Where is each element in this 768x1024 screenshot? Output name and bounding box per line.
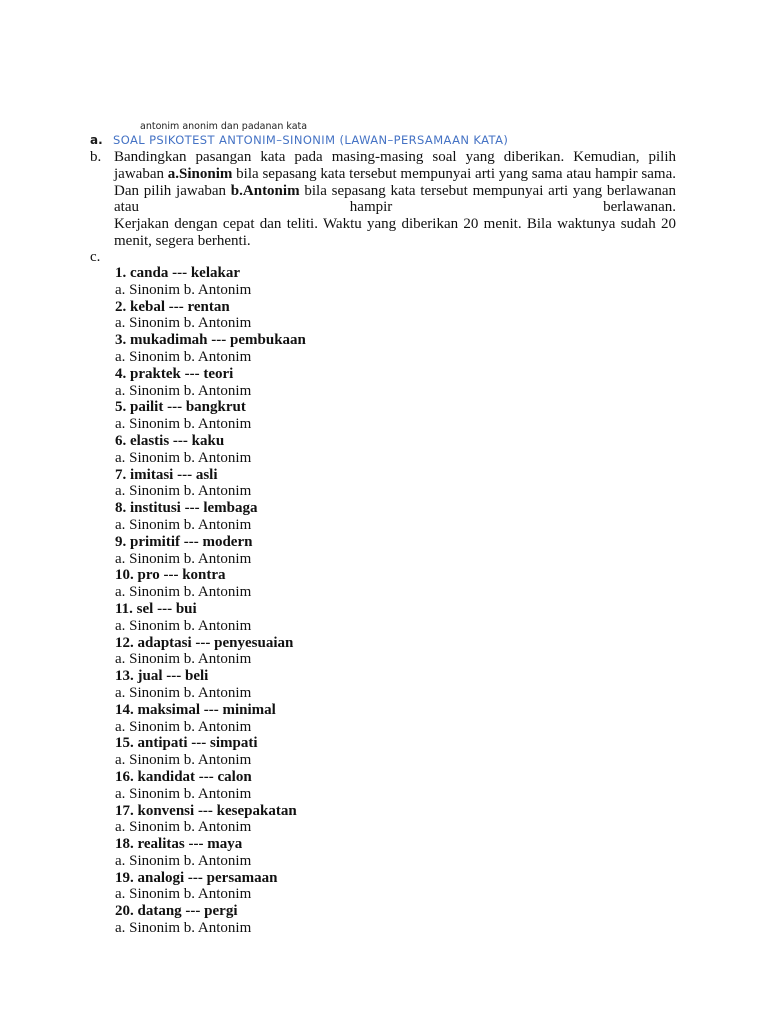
instructions-antonim-bold: b.Antonim: [230, 182, 300, 199]
instructions-list-marker: b.: [90, 149, 102, 165]
question-options: a. Sinonim b. Antonim: [115, 348, 252, 365]
instructions-body: [114, 149, 676, 250]
question-item: [115, 870, 675, 904]
question-title: 7. imitasi --- asli: [115, 466, 218, 483]
question-title: 18. realitas --- maya: [115, 836, 243, 853]
question-item: [115, 635, 675, 669]
page-caption: antonim anonim dan padanan kata: [140, 121, 308, 132]
question-item: [115, 903, 675, 937]
instructions-text-1: Bandingkan pasangan kata pada masing-masing soal yang diberikan. Kemudian, pilih jawaban: [114, 149, 676, 182]
question-options: a. Sinonim b. Antonim: [115, 382, 252, 399]
question-list: [115, 265, 675, 937]
question-title: 3. mukadimah --- pembukaan: [115, 332, 306, 349]
question-options: a. Sinonim b. Antonim: [115, 315, 252, 332]
question-title: 16. kandidat --- calon: [115, 768, 252, 785]
question-title: 12. adaptasi --- penyesuaian: [115, 634, 294, 651]
question-title: 14. maksimal --- minimal: [115, 701, 276, 718]
question-title: 6. elastis --- kaku: [115, 432, 225, 449]
question-title: 19. analogi --- persamaan: [115, 869, 278, 886]
question-item: [115, 433, 675, 467]
instructions-paragraph-1: [114, 149, 676, 216]
question-title: 5. pailit --- bangkrut: [115, 399, 246, 416]
instructions-sinonim-bold: a.Sinonim: [167, 165, 233, 182]
question-options: a. Sinonim b. Antonim: [115, 550, 252, 567]
question-title: 20. datang --- pergi: [115, 903, 238, 920]
question-item: [115, 500, 675, 534]
question-item: [115, 399, 675, 433]
question-item: [115, 332, 675, 366]
question-item: [115, 467, 675, 501]
question-options: a. Sinonim b. Antonim: [115, 886, 252, 903]
question-title: 13. jual --- beli: [115, 668, 209, 685]
question-options: a. Sinonim b. Antonim: [115, 819, 252, 836]
question-item: [115, 366, 675, 400]
question-options: a. Sinonim b. Antonim: [115, 718, 252, 735]
question-options: a. Sinonim b. Antonim: [115, 584, 252, 601]
question-item: [115, 836, 675, 870]
question-item: [115, 769, 675, 803]
question-item: [115, 668, 675, 702]
question-options: a. Sinonim b. Antonim: [115, 752, 252, 769]
question-title: 17. konvensi --- kesepakatan: [115, 802, 297, 819]
question-list-marker: c.: [90, 249, 101, 265]
question-title: 2. kebal --- rentan: [115, 298, 230, 315]
instructions-text-3: bila sepasang kata tersebut mempunyai arti yang berlawanan atau hampir berlawanan.: [114, 182, 676, 216]
question-title: 10. pro --- kontra: [115, 567, 226, 584]
question-options: a. Sinonim b. Antonim: [115, 920, 252, 937]
question-options: a. Sinonim b. Antonim: [115, 416, 252, 433]
question-options: a. Sinonim b. Antonim: [115, 785, 252, 802]
question-options: a. Sinonim b. Antonim: [115, 483, 252, 500]
question-options: a. Sinonim b. Antonim: [115, 617, 252, 634]
heading-list-marker: a.: [90, 133, 103, 147]
instructions-paragraph-2: Kerjakan dengan cepat dan teliti. Waktu yang diberikan 20 menit. Bila waktunya sudah 20 menit, segera berhenti.: [114, 216, 676, 249]
question-title: 9. primitif --- modern: [115, 533, 253, 550]
question-options: a. Sinonim b. Antonim: [115, 516, 252, 533]
question-title: 11. sel --- bui: [115, 600, 197, 617]
question-options: a. Sinonim b. Antonim: [115, 449, 252, 466]
question-item: [115, 702, 675, 736]
question-options: a. Sinonim b. Antonim: [115, 852, 252, 869]
question-item: [115, 735, 675, 769]
question-title: 8. institusi --- lembaga: [115, 500, 258, 517]
question-item: [115, 803, 675, 837]
question-options: a. Sinonim b. Antonim: [115, 651, 252, 668]
question-title: 15. antipati --- simpati: [115, 735, 258, 752]
question-options: a. Sinonim b. Antonim: [115, 684, 252, 701]
question-item: [115, 534, 675, 568]
question-item: [115, 567, 675, 601]
question-title: 4. praktek --- teori: [115, 365, 234, 382]
question-title: 1. canda --- kelakar: [115, 265, 240, 281]
question-item: [115, 601, 675, 635]
question-options: a. Sinonim b. Antonim: [115, 281, 252, 298]
section-heading: SOAL PSIKOTEST ANTONIM–SINONIM (LAWAN–PERSAMAAN KATA): [113, 133, 509, 147]
instructions-text-2: bila sepasang kata tersebut mempunyai arti yang sama atau hampir sama. Dan pilih jawaban: [114, 165, 676, 199]
question-item: [115, 299, 675, 333]
question-item: [115, 265, 675, 299]
